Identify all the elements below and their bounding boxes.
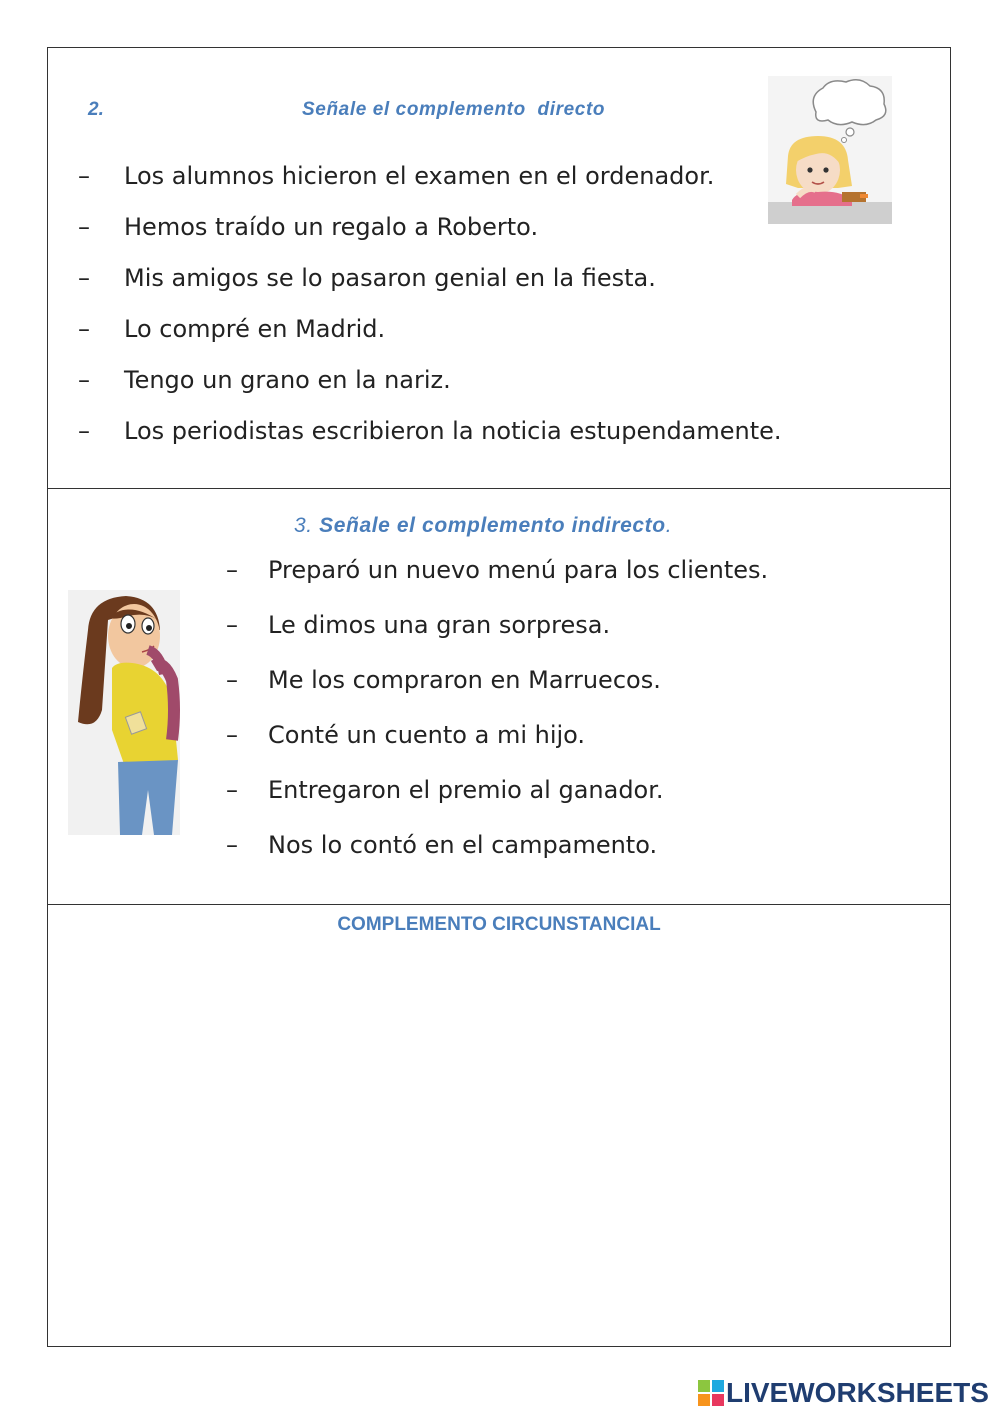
dash-bullet: –: [226, 721, 238, 749]
sentence-text: Le dimos una gran sorpresa.: [268, 611, 611, 639]
thinking-girl-illustration: [768, 76, 892, 224]
dash-bullet: –: [78, 315, 90, 343]
liveworksheets-mark-icon: [698, 1380, 724, 1406]
sentence-text: Lo compré en Madrid.: [124, 315, 386, 343]
dash-bullet: –: [226, 556, 238, 584]
sentence-text: Preparó un nuevo menú para los clientes.: [268, 556, 769, 584]
dash-bullet: –: [78, 417, 90, 445]
sentence-text: Los periodistas escribieron la noticia estupendamente.: [124, 417, 782, 445]
exercise-title-indirect-text: Señale el complemento indirecto: [319, 514, 666, 537]
exercise-number-2: 2.: [88, 99, 104, 120]
sentence-text: Me los compraron en Marruecos.: [268, 666, 661, 694]
dash-bullet: –: [226, 666, 238, 694]
dash-bullet: –: [78, 213, 90, 241]
sentence-text: Hemos traído un regalo a Roberto.: [124, 213, 539, 241]
sentence-text: Nos lo contó en el campamento.: [268, 831, 658, 859]
dash-bullet: –: [226, 776, 238, 804]
dash-bullet: –: [226, 611, 238, 639]
section-circumstantial: [48, 905, 950, 1346]
sentence-text: Los alumnos hicieron el examen en el ordenador.: [124, 162, 715, 190]
liveworksheets-wordmark: LIVEWORKSHEETS: [726, 1377, 989, 1408]
thinking-child-illustration: [68, 590, 180, 835]
dash-bullet: –: [226, 831, 238, 859]
exercise-number-3: 3.: [294, 514, 313, 537]
exercise-title-direct: Señale el complemento directo: [302, 99, 606, 120]
title-period: .: [665, 514, 673, 537]
exercise-title-indirect: [294, 514, 672, 538]
sentence-text: Entregaron el premio al ganador.: [268, 776, 664, 804]
sentence-text: Conté un cuento a mi hijo.: [268, 721, 586, 749]
section-title-circumstantial: COMPLEMENTO CIRCUNSTANCIAL: [337, 914, 661, 935]
dash-bullet: –: [78, 264, 90, 292]
dash-bullet: –: [78, 162, 90, 190]
worksheet-frame: [47, 47, 951, 1347]
sentence-text: Tengo un grano en la nariz.: [124, 366, 451, 394]
liveworksheets-logo: [698, 1376, 989, 1410]
sentence-text: Mis amigos se lo pasaron genial en la fiesta.: [124, 264, 656, 292]
dash-bullet: –: [78, 366, 90, 394]
